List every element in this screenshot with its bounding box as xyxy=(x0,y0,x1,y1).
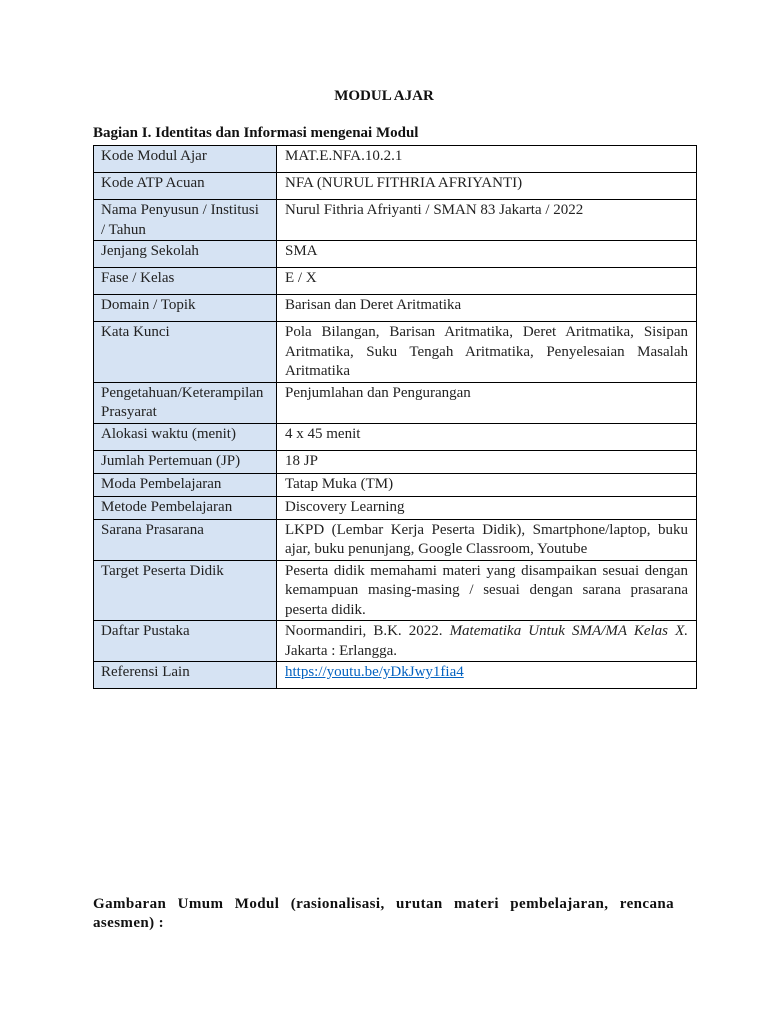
field-value: SMA xyxy=(277,241,697,268)
field-value: Nurul Fithria Afriyanti / SMAN 83 Jakarta / 2022 xyxy=(277,200,697,241)
field-label: Jenjang Sekolah xyxy=(94,241,277,268)
field-value xyxy=(277,662,697,689)
field-value: 4 x 45 menit xyxy=(277,423,697,450)
field-label: Target Peserta Didik xyxy=(94,560,277,621)
row-referensi-lain xyxy=(94,662,697,689)
field-value: NFA (NURUL FITHRIA AFRIYANTI) xyxy=(277,173,697,200)
document-title: MODUL AJAR xyxy=(334,88,434,104)
identity-table xyxy=(93,145,697,689)
row-kode-modul-ajar xyxy=(94,146,697,173)
field-label: Fase / Kelas xyxy=(94,268,277,295)
field-value xyxy=(277,621,697,662)
row-daftar-pustaka xyxy=(94,621,697,662)
field-label: Kode Modul Ajar xyxy=(94,146,277,173)
field-label: Moda Pembelajaran xyxy=(94,473,277,496)
section-heading: Bagian I. Identitas dan Informasi mengenai Modul xyxy=(93,125,419,141)
field-label: Nama Penyusun / Institusi / Tahun xyxy=(94,200,277,241)
field-value: Discovery Learning xyxy=(277,496,697,519)
field-label: Alokasi waktu (menit) xyxy=(94,423,277,450)
row-metode-pembelajaran xyxy=(94,496,697,519)
row-moda-pembelajaran xyxy=(94,473,697,496)
field-value: 18 JP xyxy=(277,450,697,473)
field-label: Kode ATP Acuan xyxy=(94,173,277,200)
youtube-link[interactable]: https://youtu.be/yDkJwy1fia4 xyxy=(285,664,464,680)
field-value: Barisan dan Deret Aritmatika xyxy=(277,295,697,322)
field-value: MAT.E.NFA.10.2.1 xyxy=(277,146,697,173)
row-domain-topik xyxy=(94,295,697,322)
reference-publisher: Jakarta : Erlangga. xyxy=(285,642,398,659)
reference-book-title: Matematika Untuk SMA/MA Kelas X. xyxy=(449,623,688,639)
overview-heading: Gambaran Umum Modul (rasionalisasi, urutan materi pembelajaran, rencana asesmen) : xyxy=(93,896,674,931)
row-kode-atp-acuan xyxy=(94,173,697,200)
field-value: LKPD (Lembar Kerja Peserta Didik), Smartphone/laptop, buku ajar, buku penunjang, Google Classroom, Youtube xyxy=(277,519,697,560)
field-label: Kata Kunci xyxy=(94,322,277,383)
field-value: Penjumlahan dan Pengurangan xyxy=(277,382,697,423)
row-kata-kunci xyxy=(94,322,697,383)
row-prasyarat xyxy=(94,382,697,423)
reference-author-year: Noormandiri, B.K. 2022. xyxy=(285,623,450,639)
field-label: Metode Pembelajaran xyxy=(94,496,277,519)
field-value: Pola Bilangan, Barisan Aritmatika, Deret Aritmatika, Sisipan Aritmatika, Suku Tengah Aritmatika, Penyelesaian Masalah Aritmatika xyxy=(277,322,697,383)
row-fase-kelas xyxy=(94,268,697,295)
row-jenjang-sekolah xyxy=(94,241,697,268)
row-nama-penyusun xyxy=(94,200,697,241)
field-value: Tatap Muka (TM) xyxy=(277,473,697,496)
row-sarana-prasarana xyxy=(94,519,697,560)
row-alokasi-waktu xyxy=(94,423,697,450)
field-label: Jumlah Pertemuan (JP) xyxy=(94,450,277,473)
field-label: Daftar Pustaka xyxy=(94,621,277,662)
row-jumlah-pertemuan xyxy=(94,450,697,473)
field-label: Referensi Lain xyxy=(94,662,277,689)
field-value: E / X xyxy=(277,268,697,295)
field-label: Domain / Topik xyxy=(94,295,277,322)
field-label: Pengetahuan/Keterampilan Prasyarat xyxy=(94,382,277,423)
field-label: Sarana Prasarana xyxy=(94,519,277,560)
field-value: Peserta didik memahami materi yang disampaikan sesuai dengan kemampuan masing-masing / sesuai dengan sarana prasarana peserta didik. xyxy=(277,560,697,621)
row-target-peserta-didik xyxy=(94,560,697,621)
